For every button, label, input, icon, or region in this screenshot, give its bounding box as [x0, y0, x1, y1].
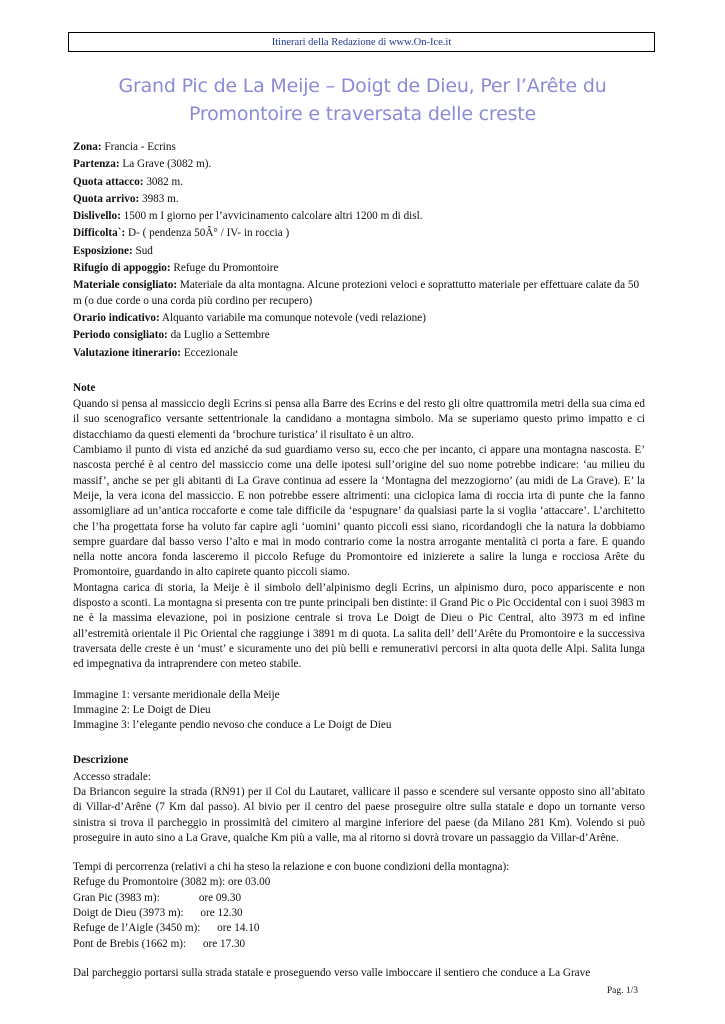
page-header [68, 32, 655, 52]
field-orario: Orario indicativo: Alquanto variabile ma comunque notevole (vedi relazione) [73, 311, 426, 324]
note-heading: Note [73, 381, 96, 394]
access-text: Da Briancon seguire la strada (RN91) per il Col du Lautaret, vallicare il passo e scendere sul versante opposto sino all’abitato di Villar-d’Arêne (7 Km dal passo). Al bivio per il centro del paese proseguire oltre sulla statale e dopo un tornante verso sinistra si trova il parcheggio in prossimità del cimitero al margine inferiore del paese (da Milano 281 Km). Volendo si può proseguire in auto sino a La Grave, qualche Km più a valle, ma al ritorno si dovrà trovare un passaggio da Villar-d’Arêne. [73, 785, 645, 844]
field-quota-arrivo: Quota arrivo: 3983 m. [73, 192, 179, 205]
field-materiale: Materiale consigliato: Materiale da alta montagna. Alcune protezioni veloci e soprattutto materiale per effettuare calate da 50 m (o due corde o una corda più cordino per recupero) [73, 279, 640, 307]
field-zona: Zona: Francia - Ecrins [73, 141, 176, 153]
time-row: Doigt de Dieu (3973 m): ore 12.30 [73, 907, 243, 920]
note-paragraph: Montagna carica di storia, la Meije è il simbolo dell’alpinismo degli Ecrins, un alpinismo duro, poco appariscente e non disposto a sconti. La montagna si presenta con tre punte principali ben distinte: il Grand Pic o Pic Occidental con i suoi 3983 m ne è la massima elevazione, poi in posizione centrale si trova Le Doigt de Dieu o Pic Central, alto 3973 m ed infine all’estremità orientale il Pic Oriental che raggiunge i 3891 m di quota. La salita dell’ dell’Arête du Promontoire e la successiva traversata delle creste è un ‘must’ e sicuramente uno dei più belli e remunerativi percorsi in alta quota delle Alpi. Salita lunga ed impegnativa da intraprendere con meteo stabile. [73, 581, 645, 671]
field-difficolta: Difficolta`: D- ( pendenza 50Â° / IV- in roccia ) [73, 227, 290, 240]
header-text: Itinerari della Redazione di www.On-Ice.it [271, 36, 452, 48]
image-caption: Immagine 1: versante meridionale della Meije [73, 688, 280, 701]
field-periodo: Periodo consigliato: da Luglio a Settembre [73, 329, 270, 342]
page-title: Grand Pic de La Meije – Doigt de Dieu, Per l’Arête du Promontoire e traversata delle creste [118, 75, 607, 125]
image-caption: Immagine 2: Le Doigt de Dieu [73, 703, 211, 716]
field-quota-attacco: Quota attacco: 3082 m. [73, 175, 183, 188]
time-row: Gran Pic (3983 m): ore 09.30 [73, 891, 242, 904]
field-esposizione: Esposizione: Sud [73, 244, 153, 257]
description-heading: Descrizione [73, 754, 129, 767]
document-body [73, 140, 645, 981]
info-fields [73, 140, 645, 361]
image-caption: Immagine 3: l’elegante pendio nevoso che conduce a Le Doigt de Dieu [73, 719, 392, 732]
times-intro: Tempi di percorrenza (relativi a chi ha steso la relazione e con buone condizioni della montagna): [73, 861, 510, 874]
note-paragraph: Quando si pensa al massiccio degli Ecrins si pensa alla Barre des Ecrins e del resto gli oltre quattromila metri della sua cima ed il suo scenografico versante settentrionale la candidano a montagna simbolo. Ma se superiamo questo primo impatto e ci distacchiamo da questi elementi da ‘brochure turistica’ il risultato è un altro. [73, 398, 645, 441]
access-label: Accesso stradale: [73, 770, 151, 783]
field-valutazione: Valutazione itinerario: Eccezionale [73, 346, 238, 359]
note-paragraph: Cambiamo il punto di vista ed anziché da sud guardiamo verso su, ecco che per incanto, ci appare una montagna nascosta. E’ nascosta perché è al centro del massiccio come una delle ipotesi sull’origine del suo nome potrebbe indicare: ‘au milieu du massif’, anche se per gli abitanti di La Grave continua ad essere la ‘Montagna del mezzogiorno’ (au midi de La Grave). E’ la Meije, la vera icona del massiccio. E non potrebbe essere altrimenti: una ciclopica lama di roccia irta di punte che la fanno assomigliare ad un’antica roccaforte e come tale difficile da ‘espugnare’ da qualsiasi parte la si voglia ‘attaccare’. L’architetto che l’ha progettata forse ha voluto far capire agli ‘uomini’ quanto piccoli essi siano, ricordandogli che la natura la dobbiamo sempre guardare dal basso verso l’alto e mai in modo contrario come la nostra arrogante mentalità ci porta a fare. E quando nella notte ancora fonda lasceremo il piccolo Refuge du Promontoire ed inizierete a salire la lunga e rocciosa Arête du Promontoire, guardando in alto capirete quanto piccoli siamo. [73, 444, 645, 579]
page-number: Pag. 1/3 [606, 986, 638, 996]
field-dislivello: Dislivello: 1500 m I giorno per l’avvicinamento calcolare altri 1200 m di disl. [73, 210, 423, 223]
time-row: Refuge de l’Aigle (3450 m): ore 14.10 [73, 922, 260, 935]
time-row: Pont de Brebis (1662 m): ore 17.30 [73, 937, 246, 950]
field-partenza: Partenza: La Grave (3082 m). [73, 158, 212, 171]
route-start-text: Dal parcheggio portarsi sulla strada statale e proseguendo verso valle imboccare il sentiero che conduce a La Grave [73, 966, 591, 979]
time-row: Refuge du Promontoire (3082 m): ore 03.00 [73, 876, 271, 889]
field-rifugio: Rifugio di appoggio: Refuge du Promontoire [73, 262, 279, 275]
